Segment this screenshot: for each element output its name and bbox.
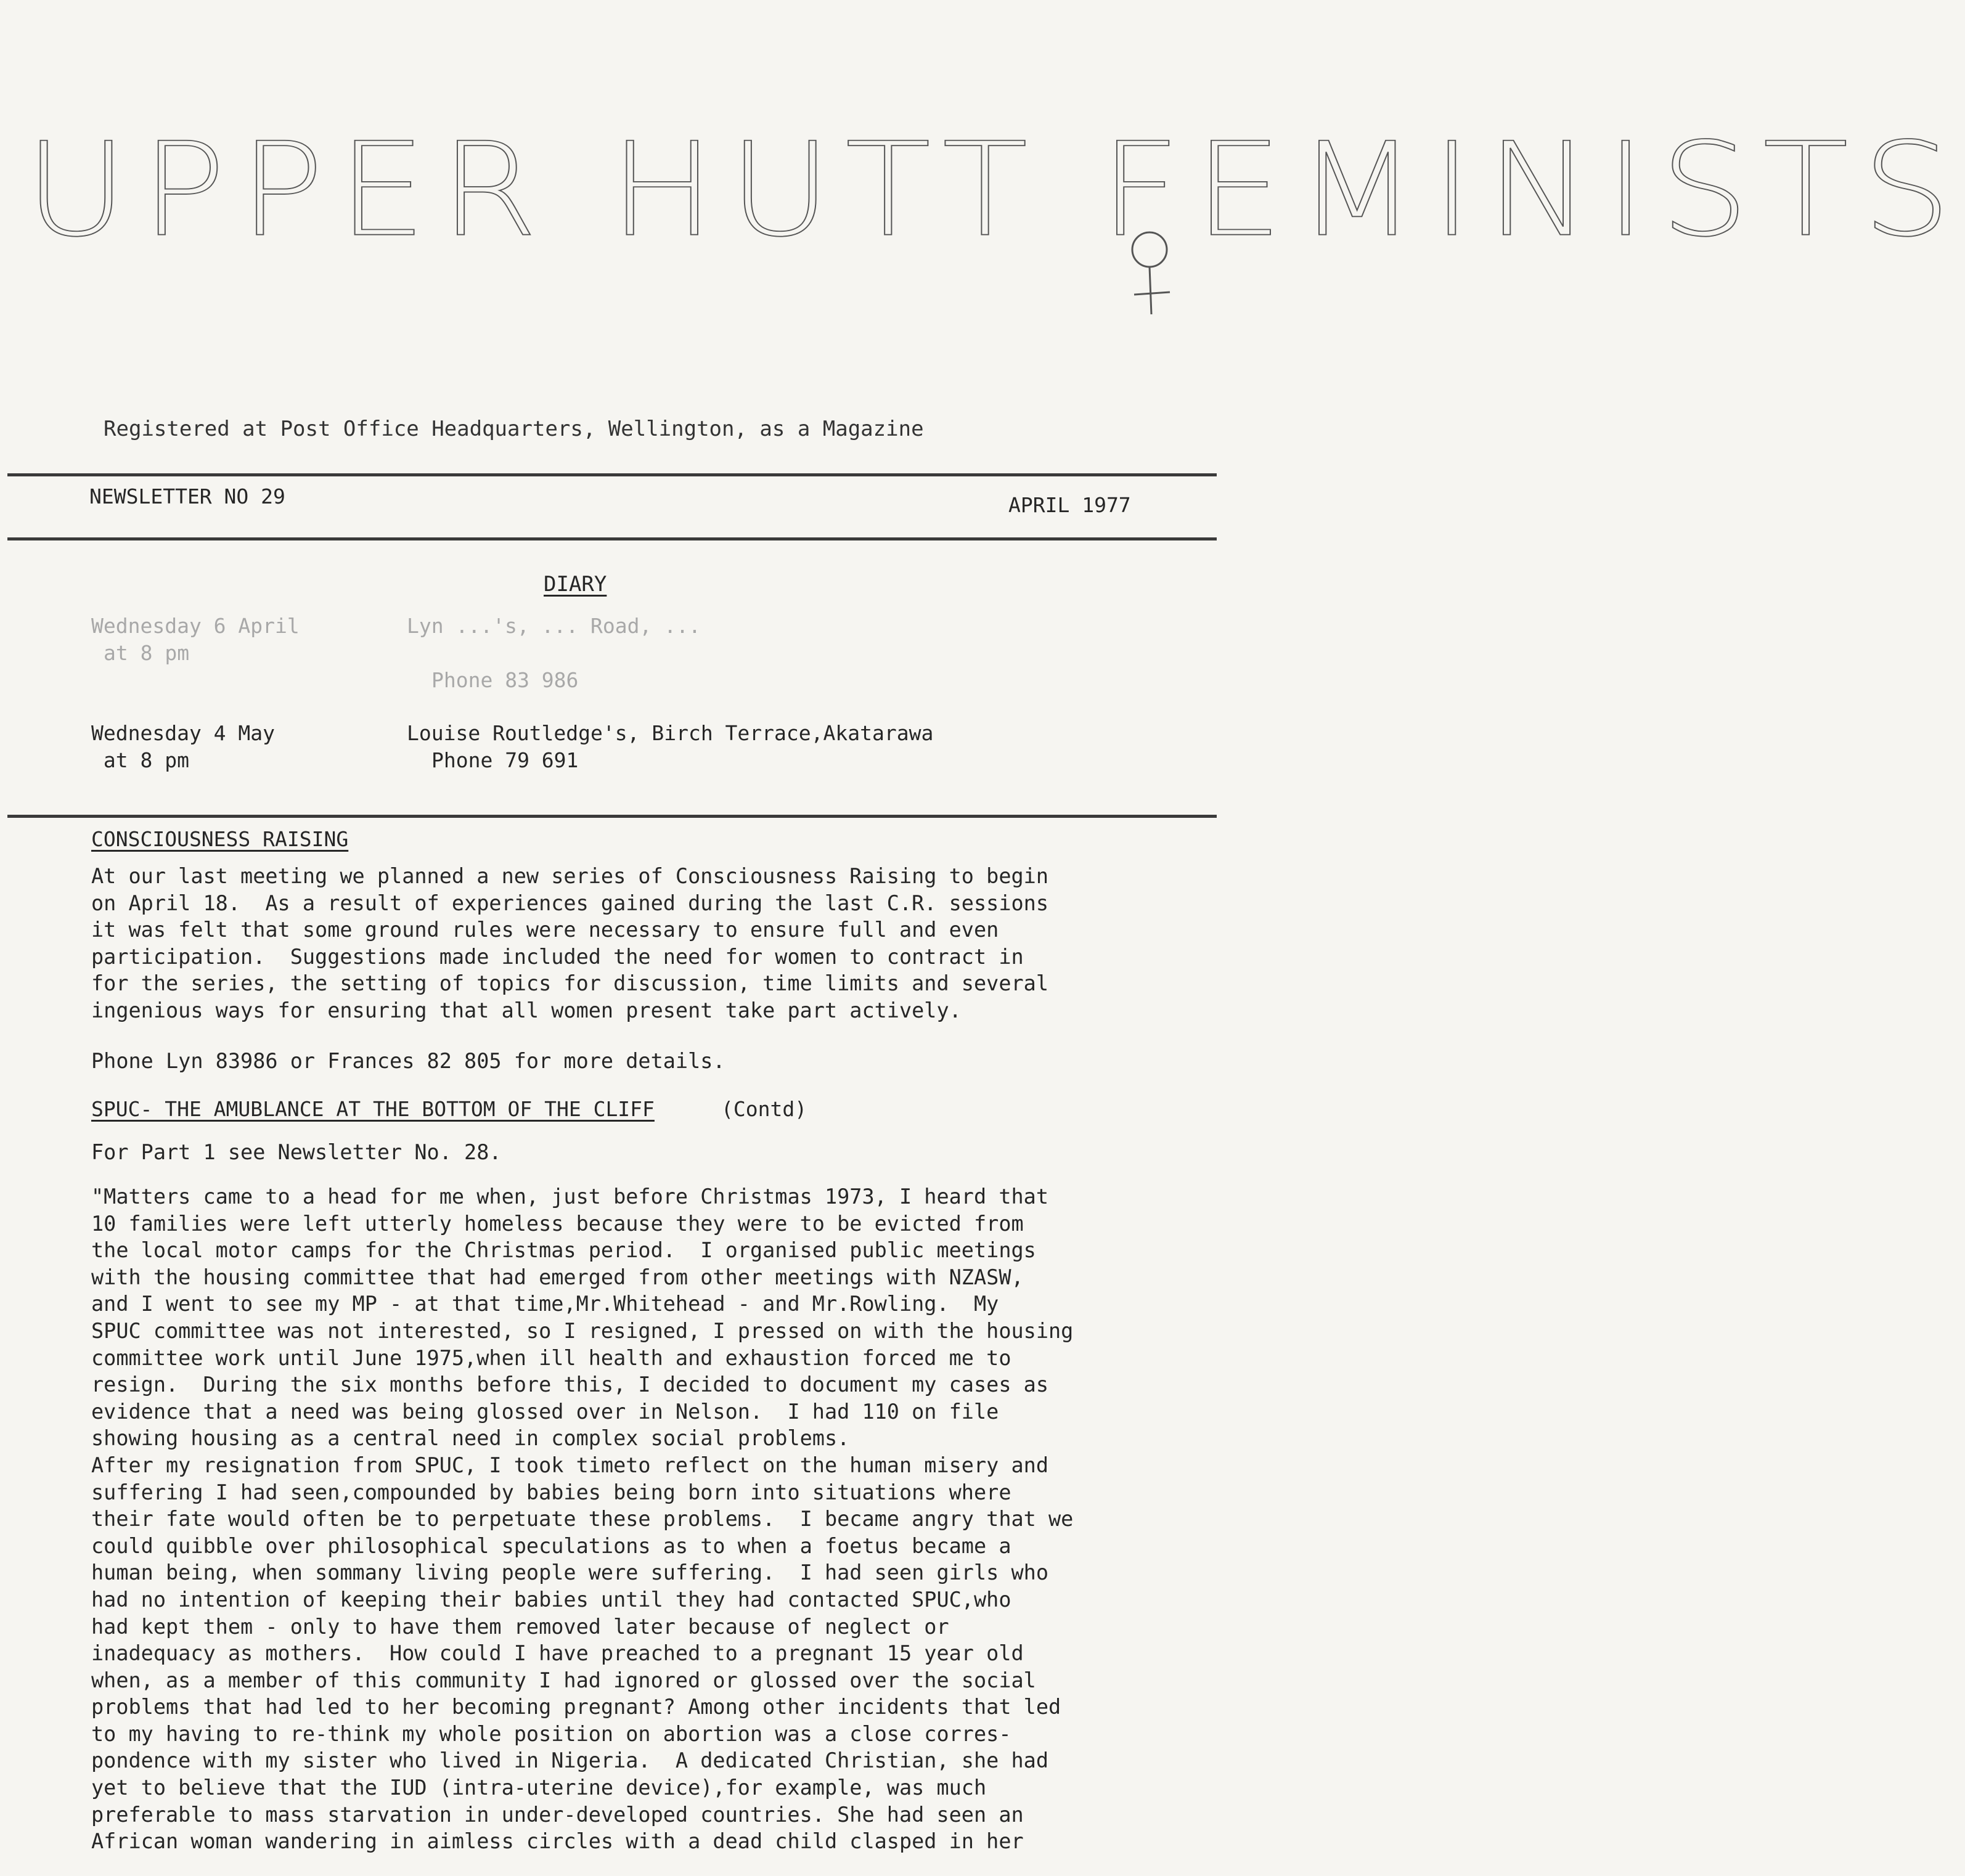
diary-entry2-time: at 8 pm <box>91 748 189 772</box>
cr-line: participation. Suggestions made included the need for women to contract in <box>91 944 1024 969</box>
spuc-line: evidence that a need was being glossed over in Nelson. I had 110 on file <box>91 1399 999 1424</box>
diary-entry1-venue: Lyn ...'s, ... Road, ... <box>407 614 701 638</box>
newsletter-number: NEWSLETTER NO 29 <box>89 484 285 508</box>
diary-entry2-venue: Louise Routledge's, Birch Terrace,Akatarawa <box>407 721 934 745</box>
diary-entry2-date: Wednesday 4 May <box>91 721 276 745</box>
masthead-title: UPPER HUTT FEMINISTS <box>25 114 1965 266</box>
spuc-body <box>91 1183 1073 1855</box>
spuc-line: "Matters came to a head for me when, just before Christmas 1973, I heard that <box>91 1185 1048 1209</box>
spuc-heading-suffix: (Contd) <box>721 1097 807 1121</box>
divider <box>7 473 1217 476</box>
spuc-line: human being, when sommany living people were suffering. I had seen girls who <box>91 1560 1048 1585</box>
cr-line: for the series, the setting of topics for discussion, time limits and several <box>91 971 1048 996</box>
spuc-line: suffering I had seen,compounded by babies being born into situations where <box>91 1480 1011 1504</box>
divider <box>7 537 1217 540</box>
spuc-line: 10 families were left utterly homeless because they were to be evicted from <box>91 1211 1024 1236</box>
spuc-heading: SPUC- THE AMUBLANCE AT THE BOTTOM OF THE CLIFF <box>91 1097 655 1121</box>
cr-contact: Phone Lyn 83986 or Frances 82 805 for more details. <box>91 1049 725 1073</box>
spuc-line: the local motor camps for the Christmas period. I organised public meetings <box>91 1238 1036 1263</box>
spuc-line: to my having to re-think my whole position on abortion was a close corres- <box>91 1721 1011 1746</box>
diary-entry1-time: at 8 pm <box>104 641 190 665</box>
spuc-line: SPUC committee was not interested, so I resigned, I pressed on with the housing <box>91 1318 1074 1343</box>
spuc-line: could quibble over philosophical speculations as to when a foetus became a <box>91 1533 1011 1558</box>
spuc-line: pondence with my sister who lived in Nigeria. A dedicated Christian, she had <box>91 1748 1048 1773</box>
diary-heading: DIARY <box>544 572 607 597</box>
issue-date: APRIL 1977 <box>1008 493 1131 517</box>
spuc-line: committee work until June 1975,when ill health and exhaustion forced me to <box>91 1345 1011 1370</box>
divider <box>7 815 1217 818</box>
spuc-line: when, as a member of this community I had ignored or glossed over the social <box>91 1668 1036 1692</box>
spuc-line: had kept them - only to have them removed later because of neglect or <box>91 1614 949 1639</box>
cr-line: it was felt that some ground rules were necessary to ensure full and even <box>91 918 999 942</box>
spuc-part-reference: For Part 1 see Newsletter No. 28. <box>91 1140 502 1164</box>
spuc-line: and I went to see my MP - at that time,Mr.Whitehead - and Mr.Rowling. My <box>91 1292 999 1316</box>
cr-line: At our last meeting we planned a new series of Consciousness Raising to begin <box>91 864 1048 888</box>
cr-line: ingenious ways for ensuring that all women present take part actively. <box>91 998 962 1022</box>
registration-line: Registered at Post Office Headquarters, Wellington, as a Magazine <box>104 417 924 441</box>
cr-heading: CONSCIOUSNESS RAISING <box>91 827 349 851</box>
spuc-line: their fate would often be to perpetuate these problems. I became angry that we <box>91 1507 1074 1531</box>
diary-entry1-phone: Phone 83 986 <box>431 668 579 692</box>
cr-body <box>91 863 1048 1024</box>
spuc-line: After my resignation from SPUC, I took timeto reflect on the human misery and <box>91 1453 1048 1477</box>
spuc-line: inadequacy as mothers. How could I have preached to a pregnant 15 year old <box>91 1641 1024 1666</box>
spuc-line: with the housing committee that had emerged from other meetings with NZASW, <box>91 1265 1024 1289</box>
spuc-line: preferable to mass starvation in under-developed countries. She had seen an <box>91 1802 1024 1827</box>
spuc-line: resign. During the six months before this, I decided to document my cases as <box>91 1372 1048 1397</box>
spuc-line: had no intention of keeping their babies until they had contacted SPUC,who <box>91 1587 1011 1612</box>
spuc-line: yet to believe that the IUD (intra-uterine device),for example, was much <box>91 1776 987 1800</box>
spuc-line: problems that had led to her becoming pregnant? Among other incidents that led <box>91 1695 1061 1719</box>
diary-entry1-date: Wednesday 6 April <box>91 614 300 638</box>
diary-entry2-phone: Phone 79 691 <box>431 748 579 772</box>
venus-symbol-icon <box>1116 222 1190 320</box>
cr-line: on April 18. As a result of experiences gained during the last C.R. sessions <box>91 891 1048 915</box>
spuc-line: African woman wandering in aimless circles with a dead child clasped in her <box>91 1829 1024 1854</box>
spuc-line: showing housing as a central need in complex social problems. <box>91 1426 850 1451</box>
